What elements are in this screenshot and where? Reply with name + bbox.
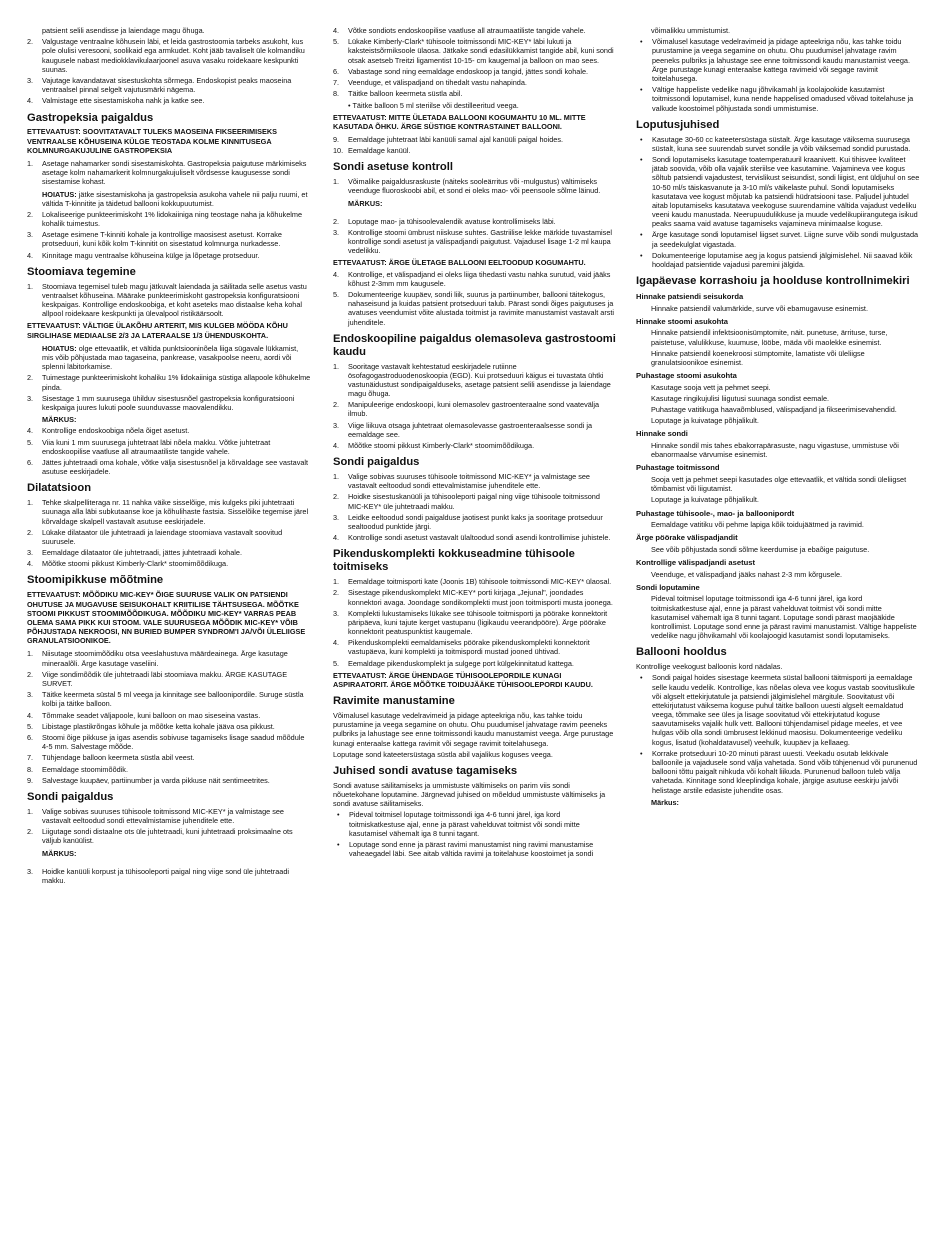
list-item: 10. Eemaldage kanüül. [333, 146, 411, 156]
stoma-list-3 [27, 426, 311, 476]
verify-list-2 [333, 217, 617, 256]
caution-text: ETTEVAATUST: SOOVITATAVALT TULEKS MAOSEINA FIKSEERIMISEKS VENTRAALSE KÕHUSEINA KÜLGE TEOSTADA KOLME KINNITUSEGA KOLMNURGAKUJULINE GASTROPEKSIA [27, 127, 277, 155]
note-label: MÄRKUS: [42, 848, 77, 858]
caution-text: ETTEVAATUST: ÄRGE ÜHENDAGE TÜHISOOLEPORDILE KUNAGI ASPIRAATORIT. ÄRGE MÕÕTKE TOIDUJÄÄKE TÜHISOOLEPORDI KAUDU. [333, 670, 593, 689]
verify-list [333, 177, 617, 195]
list-item: 3. Asetage esimene T-kinniti kohale ja kontrollige maosisest asetust. Korrake protseduuri, kuni kõik kolm T-kinnitit on sisestatud kolmnurga nurkadesse. [27, 230, 282, 249]
list-item: 4. Võtke sondiots endoskoopilise vaatluse all atraumaatiliste tangide vahele. [333, 26, 586, 35]
list-item: 3. Täitke keermeta süstal 5 ml veega ja kinnitage see balloonipordile. Suruge süstla kolbi ja täitke balloon. [27, 690, 304, 709]
list-item: 4. Kontrollige endoskoobiga nõela õiget asetust. [27, 426, 190, 436]
section-heading-balloon-care: Ballooni hooldus [636, 646, 727, 659]
checklist-line: Kasutage sooja vett ja pehmet seepi. [651, 382, 771, 392]
list-item: • Võimalusel kasutage vedelravimeid ja pidage apteekriga nõu, kas tahke toidu purustamine ja veega segamine on ohutu. Ohu puudumisel jahvatage ravim peeneks pulbriks ja lahustage see enne toitmissondi kaudu manustamist veega. Ärge purustage kunagi enteraalse kattega ravimeid või segage ravimit toitelahusega. [640, 37, 910, 83]
checklist-line: Veenduge, et välispadjand jääks nahast 2-3 mm kõrgusele. [651, 569, 843, 579]
checklist-line: Puhastage vatitikuga haavaõmblused, välispadjand ja fikseerimisevahendid. [651, 405, 897, 415]
list-item: 3. Kontrollige stoomi ümbrust niiskuse suhtes. Gastriilise lekke märkide tuvastamisel kontrollige sondi asetust ja välispadjandi paigutust. Vajadusel lisage 1-2 ml kaupa vedelikku. [333, 227, 613, 256]
placement2-list [333, 472, 617, 542]
list-item: • Sondi paigal hoides sisestage keermeta süstal ballooni täitmisporti ja eemaldage selle kaudu vedelik. Kontrollige, kas nõelas oleva vee kogus vastab soovituslikule või algselt ettekirjutatule ja patsiendi jälgimislehel märgitule. Soovitatust või ettekirjutatust väiksema koguse puhul täitke balloon uuesti algselt eemaldatud veega, tõmmake see üles ja lisage soovitatud või ettekirjutatud koguse saavutamiseks vajalik hulk vett. Ballooni tühjendamisel pidage meeles, et vee hulgas võib olla sondi ümbrusest lekkinud maosisu. Dokumenteerige vedeliku kogus, lisatud (kohaldatavusel) veehulk, kuupäev ja kellaaeg. [640, 673, 915, 747]
checklist-heading: Sondi loputamine [636, 582, 700, 592]
list-item: • Loputage sond enne ja pärast ravimi manustamist ning ravimi manustamise vaheaegadel läbi. See aitab vältida ravimi ja toitelahuse koostoimet ja sondi [337, 840, 594, 859]
list-item: • Korrake protseduuri 10-20 minuti pärast uuesti. Veekadu osutab lekkivale balloonile ja vajadusele sond välja vahetada. Sond võib tühjenenud või purunenud ballooni tõttu paigalt nihkuda või kohalt liikuda. Purunenud balloon tuleb välja vahetada. Kinnitage sond kleeplindiga kohale, järgige asutuse eeskirju ja/või helistage arstile edasiste juhendite osas. [640, 748, 918, 795]
caution-text: ETTEVAATUST: ÄRGE ÜLETAGE BALLOONI EELTOODUD KOGUMAHTU. [333, 258, 586, 268]
checklist-heading: Ärge pöörake välispadjandit [636, 533, 738, 543]
list-item: 8. Eemaldage stoomimõõdik. [27, 764, 128, 774]
patency-list-continued [636, 37, 920, 113]
section-heading-daily-care: Igapäevase korrashoiu ja hoolduse kontrollnimekiri [636, 275, 910, 288]
section-heading-existing-stoma: Endoskoopiline paigaldus olemasoleva gastrostoomi kaudu [333, 332, 616, 358]
column-3 [636, 26, 920, 809]
checklist-group [636, 292, 920, 313]
checklist-line: Hinnake patsiendil valumärkide, surve või ebamugavuse esinemist. [651, 303, 868, 313]
list-item: 1. Valige sobivas suuruses tühisoole toitmissond MIC-KEY* ja valmistage see vastavalt eeltoodud sondi ettevalmistamise juhenditele ette. [333, 472, 590, 491]
section-heading-medication: Ravimite manustamine [333, 695, 455, 708]
checklist-heading: Hinnake stoomi asukohta [636, 316, 728, 326]
list-item: 1. Asetage nahamarker sondi sisestamiskohta. Gastropeksia paigutuse märkimiseks asetage kolm nahamarkerit kolmnurgakujuliselt võrdsesse kaugusesse sondi sisestamise kohast. [27, 158, 307, 187]
list-item: 2. Sisestage pikenduskomplekt MIC-KEY* porti kirjaga „Jejunal", joondades konnektori avaga. Joondage sondikomplekti must joon toitmisporti musta joonega. [333, 588, 613, 607]
list-item: 4. Kontrollige, et välispadjand ei oleks liiga tihedasti vastu nahka surutud, vaid jääks kõhust 2-3mm mm kaugusele. [333, 269, 611, 288]
checklist-line: Kasutage ringikujulisi liigutusi suunaga sondist eemale. [651, 393, 830, 403]
list-item: 2. Tuimestage punkteerimiskoht kohaliku 1% lidokaiiniga süstiga allapoole kõhukelme pinda. [27, 373, 311, 392]
list-item: 2. Liigutage sondi distaalne ots üle juhtetraadi, kuni juhtetraadi proksimaalne ots väljub kanüülist. [27, 827, 293, 846]
checklist-group [636, 583, 920, 641]
section-heading-verify: Sondi asetuse kontroll [333, 161, 453, 174]
paragraph: Võimalusel kasutage vedelravimeid ja pidage apteekriga nõu, kas tahke toidu purustamine ja veega segamine on ohutu. Ohu puudumisel jahvatage ravim peeneks pulbriks ja lahustage see enne toitmissondi kaudu manustamist veega. Ärge purustage kunagi enteraalse kattega ravimit või segage ravimit toitelahusega. [333, 711, 614, 748]
measure-list [27, 649, 311, 784]
checklist-line: Hinnake patsiendil koenekroosi sümptomite, lamatiste või üleliigse granulatsioonikoe esinemist. [651, 348, 865, 367]
list-item: 7. Tühjendage balloon keermeta süstla abil veest. [27, 753, 195, 763]
section-heading-gastropexy: Gastropeksia paigaldus [27, 111, 154, 124]
checklist-line: Loputage ja kuivatage põhjalikult. [651, 416, 759, 426]
list-item: 3. Eemaldage dilataator üle juhtetraadi, jättes juhtetraadi kohale. [27, 548, 242, 558]
checklist-group [636, 429, 920, 459]
list-item: 7. Veenduge, et välispadjand on tihedalt vastu nahapinda. [333, 77, 527, 87]
list-item: 9. Salvestage kuupäev, partiinumber ja varda pikkuse näit sentimeetrites. [27, 775, 270, 785]
column-2 [333, 26, 617, 861]
checklist-group [636, 317, 920, 367]
paragraph: Kontrollige veekogust balloonis kord nädalas. [636, 662, 783, 672]
list-item: 5. Dokumenteerige kuupäev, sondi liik, suurus ja partiinumber, ballooni täitekogus, nahaseisund ja kuidas patsient protseduuri talub. Pärast sondi õiges paigutuses ja avatuses veendumist võite alustada toitmist ja ravimite manustamist vastavalt arsti juhenditele. [333, 290, 615, 327]
list-item: 1. Võimalike paigaldusraskuste (näiteks sooleärritus või -mulgustus) vältimiseks veenduge fluoroskoobi abil, et sond ei oleks mao- või peensoole sõlme läinud. [333, 177, 601, 196]
list-item: 4. Kinnitage magu ventraalse kõhuseina külge ja lõpetage protseduur. [27, 250, 260, 260]
note-label: MÄRKUS: [348, 198, 383, 208]
checklist-group [636, 371, 920, 425]
patency-list [333, 810, 617, 858]
list-item: 2. Loputage mao- ja tühisoolevalendik avatuse kontrollimiseks läbi. [333, 216, 556, 226]
list-item: 2. Lokaliseerige punkteerimiskoht 1% lidokaiiniga ning teostage naha ja kõhukelme kohalik tuimestus. [27, 209, 303, 229]
list-item: • Vältige happeliste vedelike nagu jõhvikamahl ja koolajookide kasutamist toitmissondi loputamisel, kuna nende happelised omadused võivad toitelahuse ja valkude koostoimel põhjustada sondi ummistumise. [640, 85, 914, 113]
list-item: 1. Stoomiava tegemisel tuleb magu jätkuvalt laiendada ja säilitada selle asetus vastu ventraalset kõhuseina. Määrake punkteerimiskoht gastropeksia konfiguratsiooni keskpaigas. Kontrollige endoskoobiga, et koht aseteks mao distaalse keha kohal allpool roidekaare keskpunkti ja ülevalpool ristikäärsoolt. [27, 281, 307, 319]
verify-list-3 [333, 270, 617, 327]
list-item: • Ärge kasutage sondi loputamisel liigset survet. Liigne surve võib sondi mulgustada ja seedekulglat vigastada. [640, 230, 919, 249]
section-heading-placement-2: Sondi paigaldus [333, 456, 420, 469]
note-paragraph: HOIATUS: olge ettevaatlik, et vältida punktsiooninõela liiga sügavale lükkamist, mis võib põhjustada mao tagaseina, pankrease, vasakpoolse neeru, aordi või splenni läbitorkamise. [42, 343, 299, 372]
note-label: Märkus: [651, 797, 679, 807]
section-heading-measure: Stoomipikkuse mõõtmine [27, 574, 164, 587]
list-item: 4. Tõmmake seadet väljapoole, kuni balloon on mao siseseina vastas. [27, 710, 261, 720]
list-item: 3. Hoidke kanüüli korpust ja tühisooleporti paigal ning viige sond üle juhtetraadi makku. [27, 866, 290, 885]
list-item: 4. Kontrollige sondi asetust vastavalt ülaltoodud sondi asendi kontrollimise juhistele. [333, 533, 611, 543]
list-item: 4. Valmistage ette sisestamiskoha nahk ja katke see. [27, 96, 205, 106]
list-item: 1. Sooritage vastavalt kehtestatud eeskirjadele rutiinne ösofagogastroduodenoskoopia (EGD). Kui protseduuri käigus ei tuvastata ühtki vastunäidustust sondipaigalduseks, asetage patsient selili asendisse ja laiendage magu õhuga. [333, 361, 611, 399]
checklist-line: Hinnake patsiendil infektsioonisümptomite, näit. punetuse, ärrituse, turse, paistetuse, valulikkuse, kuumuse, lööbe, mäda või maolekke esinemist. [651, 328, 888, 347]
list-item: 5. Lükake Kimberly-Clark* tühisoole toitmissondi MIC-KEY* läbi lukuti ja kaksteistsõrmiksoole ülaosa. Jätkake sondi edasilükkamist tangide abil, kuni sondi otsak asetseb Treitzi ligamentist 10-15- cm kaugemal ja balloon on mao sees. [333, 37, 614, 65]
checklist-line: See võib põhjustada sondi sõlme keerdumise ja ebaõige paigutuse. [651, 544, 870, 554]
section-heading-extension: Pikenduskomplekti kokkuseadmine tühisoole toitmiseks [333, 548, 575, 574]
section-heading-placement: Sondi paigaldus [27, 790, 114, 803]
list-item: 8. Täitke balloon keermeta süstla abil. [333, 89, 463, 99]
list-item: 1. Valige sobivas suuruses tühisoole toitmissond MIC-KEY* ja valmistage see vastavalt eeltoodud sondi ettevalmistamise juhenditele ette. [27, 806, 284, 825]
extension-list [333, 577, 617, 668]
checklist-line: Hinnake sondil mis tahes ebakorrapärasuste, nagu vigastuse, ummistuse või ebanormaalse värvumise esinemist. [651, 441, 899, 460]
list-item: • Dokumenteerige loputamise aeg ja kogus patsiendi jälgimislehel. Nii saavad kõik hooldajad patsientide vajadusi paremini jälgida. [640, 250, 913, 269]
list-item: 2. Manipuleerige endoskoopi, kuni olemasolev gastroenteraalne sond vaatevälja ilmub. [333, 400, 600, 419]
note-paragraph: HOIATUS: jätke sisestamiskoha ja gastropeksia asukoha vahele nii palju ruumi, et vältida T-kinnitite ja täidetud ballooni kokkupuutumist. [42, 189, 308, 208]
paragraph: Sondi avatuse säilitamiseks ja ummistuste vältimiseks on parim viis sondi nõuetekohane loputamine. Järgnevad juhised on mõeldud ummistuste vältimiseks ja sondi avatuse säilitamiseks. [333, 780, 606, 809]
list-item: 6. Vabastage sond ning eemaldage endoskoop ja tangid, jättes sondi kohale. [333, 66, 589, 76]
list-item: 5. Libistage plastikrõngas kõhule ja mõõtke ketta kohale jääva osa pikkust. [27, 721, 275, 731]
list-item: 6. Stoomi õige pikkuse ja igas asendis sobivuse tagamiseks lisage saadud mõõdule 4-5 mm. Salvestage mõõde. [27, 732, 305, 752]
section-heading-dilation: Dilatatsioon [27, 482, 92, 495]
list-item: 3. Komplekti lukustamiseks lükake see tühisoole toitmisporti ja pöörake konnektorit päripäeva, kuni tajute kerget vastupanu (ligikaudu veerandpööre). Ärge pöörake konnektorit peatuspunktist kaugemale. [333, 608, 608, 637]
list-item: 4. Pikenduskomplekti eemaldamiseks pöörake pikenduskomplekti konnektorit vastupäeva, kuni komplekti ja toitmispordi mustad jooned ühtivad. [333, 638, 590, 657]
checklist-heading: Puhastage tühisoole-, mao- ja balloonipordt [636, 508, 795, 518]
list-item: 1. Tehke skalpelliteraga nr. 11 nahka väike sisselõige, mis kulgeks piki juhtetraati suunaga alla läbi subkutaanse koe ja kõhulihaste fastsia. Sisselõike tegemise järel kõrvaldage skalpell vastavalt asutuse eeskirjadele. [27, 498, 309, 526]
caution-text: ETTEVAATUST: VÄLTIGE ÜLAKÕHU ARTERIT, MIS KULGEB MÖÖDA KÕHU SIRGLIHASE MEDIAALSE 2/3 JA LATERAALSE 1/3 ÜHENDUSKOHTA. [27, 321, 288, 340]
list-item: 2. Viige sondimõõdik üle juhtetraadi läbi stoomiava makku. ÄRGE KASUTAGE SURVET. [27, 669, 288, 688]
caution-text: ETTEVAATUST: MITTE ÜLETADA BALLOONI KOGUMAHTU 10 ML. MITTE KASUTADA ÕHKU. ÄRGE SÜSTIGE KONTRASTAINET BALLOONI. [333, 112, 586, 131]
checklist-heading: Puhastage stoomi asukohta [636, 371, 737, 381]
list-item: 9. Eemaldage juhtetraat läbi kanüüli samal ajal kanüüli paigal hoides. [333, 134, 563, 144]
list-item: 3. Leidke eeltoodud sondi paigalduse jaotisest punkt kaks ja sooritage protseduur sealtoodud punktide järgi. [333, 512, 603, 531]
gastropexy-list [27, 159, 311, 187]
checklist-heading: Hinnake patsiendi seisukorda [636, 292, 744, 302]
checklist-line: Loputage ja kuivatage põhjalikult. [651, 495, 759, 505]
note-label: MÄRKUS: [42, 415, 77, 425]
checklist-heading: Puhastage toitmissond [636, 463, 720, 473]
checklist-line: Pideval toitmisel loputage toitmissondi iga 4-6 tunni järel, iga kord toitmiskatkestuse ajal, enne ja pärast vahelduvat toitmist või sondi mitte kasutamisel vähemalt iga 8 tunni tagant. Loputage sondi pärast maojääkide kontrollimist. Loputage sond enne ja pärast ravimi manustamist. Vältige happeliste vedelike nagu jõhvikamahl või koolajoogid kasutamist sondi loputamiseks. [651, 594, 917, 641]
list-item: 2. Valgustage ventraalne kõhusein läbi, et leida gastrostoomia tarbeks asukoht, kus pole olulisi veresooni, soolikaid ega armkudet. Koht jääb tavaliselt üle kolmandiku kaugusele nabast mediokklavikulaarjoonel asuva vasaku roidekaare keskpunkti suunas. [27, 37, 305, 74]
list-item: 4. Mõõtke stoomi pikkust Kimberly-Clark* stoomimõõdikuga. [27, 559, 229, 569]
paragraph: võimalikku ummistumist. [651, 26, 731, 35]
intro-list [27, 37, 311, 105]
column-1 [27, 26, 311, 888]
section-heading-stoma: Stoomiava tegemine [27, 265, 136, 278]
list-item: 2. Hoidke sisestuskanüüli ja tühisooleporti paigal ning viige tühisoole toitmissond MIC-KEY* üle juhtetraadi makku. [333, 492, 600, 511]
list-item: • Pideval toitmisel loputage toitmissondi iga 4-6 tunni järel, iga kord toitmiskatkestuse ajal, enne ja pärast vahelduvat toitmist või sondi mitte kasutamisel vähemalt iga 8 tunni tagant. [337, 810, 580, 838]
paragraph: patsient selili asendisse ja laiendage magu õhuga. [42, 26, 205, 35]
section-heading-patency: Juhised sondi avatuse tagamiseks [333, 765, 518, 777]
checklist-line: Eemaldage vatitiku või pehme lapiga kõik toidujäätmed ja ravimid. [651, 520, 864, 530]
checklist-line: Sooja vett ja pehmet seepi kasutades olge ettevaatlik, et vältida sondi üleliigset tõmbamist või liigutamist. [651, 474, 907, 494]
checklist-group [636, 558, 920, 579]
checklist-heading: Kontrollige välispadjandi asetust [636, 558, 755, 567]
stoma-list-2 [27, 373, 311, 412]
placement-list-2 [27, 867, 311, 885]
placement-end-list [333, 135, 617, 155]
flushing-list [636, 135, 920, 270]
placement-list [27, 807, 311, 846]
list-item: • Kasutage 30-60 cc kateetersüstaga süstalt. Ärge kasutage väiksema suurusega süstalt, kuna see suurendab survet sondile ja võib väiksemad sondid purustada. [640, 134, 911, 153]
section-heading-flushing: Loputusjuhised [636, 118, 720, 131]
checklist-group [636, 509, 920, 530]
balloon-list [636, 673, 920, 794]
list-item: 6. Jättes juhtetraadi oma kohale, võtke välja sisestusnõel ja kõrvaldage see vastavalt asutuse eeskirjadele. [27, 457, 309, 477]
stoma-list [27, 282, 311, 319]
list-item: 3. Vajutage kavandatavat sisestuskohta sõrmega. Endoskopist peaks maoseina ventraalsel pinnal selgelt vajutusmärki nägema. [27, 75, 292, 95]
list-item: 5. Eemaldage pikenduskomplekt ja sulgege port külgekinnitatud kattega. [333, 658, 574, 668]
list-item: 1. Niisutage stoomimõõdiku otsa veeslahustuva määrdeainega. Ärge kasutage mineraalõli. Ärge kasutage vaseliini. [27, 649, 288, 668]
checklist-group [636, 533, 920, 554]
gastropexy-list-2 [27, 210, 311, 260]
list-item: • Sondi loputamiseks kasutage toatemperatuuril kraanivett. Kui tihisvee kvaliteet jätab soovida, võib olla vajalik steriilse vee kasutamine. Vajamineva vee kogus sõltub patsiendi vajadustest, tervislikust seisundist, sondi liigist, ent üldjuhul on see 10-50 ml/s täiskasvanute ja 3-10 ml/s väikelaste puhul. Sondi loputamiseks kasutatava vee kogust mõjutab ka patsiendi hüdratsiooni tase. Paljudel juhtudel aitab loputamiseks kasutatava veekoguse suurendamine vältida vajadust vedeliku veeni kaudu manustada. Neerupuudulikkuse ja muude vedelikupiirangutega isikud peaks saama vaid avatuse tagamiseks vajamineva minimaalse koguse. [640, 154, 920, 229]
checklist-heading: Hinnake sondi [636, 429, 688, 439]
caution-text: ETTEVAATUST: MÕÕDIKU MIC-KEY* ÕIGE SUURUSE VALIK ON PATSIENDI OHUTUSE JA MUGAVUSE SEISUKOHALT KRIITILISE TÄHTSUSEGA. MÕÕTKE STOOMI PIKKUST STOOMIMÕÕDIKUGA. MÕÕDIKU MIC-KEY* VARRAS PEAB OLEMA SAMA PIKK KUI STOOM. VALE SUURUSEGA MÕÕDIK MIC-KEY* VÕIB PÕHJUSTADA NEKROOSI, NN BURIED BUMPER SYNDROM'I JA/VÕI ÜLELIIGSE GRANULATSIOONIKOE. [27, 590, 306, 646]
checklist-group [636, 463, 920, 504]
list-item: 5. Viia kuni 1 mm suurusega juhtetraat läbi nõela makku. Võtke juhtetraat endoskoopilise vaatluse all atraumaatiliste tangide vahele. [27, 437, 271, 456]
list-item: 3. Viige liikuva otsaga juhtetraat olemasolevasse gastroenteraalsesse sondi ja eemaldage see. [333, 420, 593, 439]
existing-list [333, 362, 617, 451]
dilation-list [27, 498, 311, 568]
paragraph: Loputage sond kateetersüstaga süstla abil vajalikus koguses veega. [333, 749, 553, 759]
list-item: 4. Mõõtke stoomi pikkust Kimberly-Clark* stoomimõõdikuga. [333, 441, 535, 450]
list-item: 2. Lükake dilataator üle juhtetraadi ja laiendage stoomiava vastavalt soovitud suurusele. [27, 527, 283, 546]
sub-item: • Täitke balloon 5 ml steriilse või destilleeritud veega. [348, 101, 519, 111]
list-item: 1. Eemaldage toitmisporti kate (Joonis 1B) tühisoole toitmissondi MIC-KEY* ülaosal. [333, 577, 612, 587]
list-item: 3. Sisestage 1 mm suurusega ühilduv sisestusnõel gastropeksia konfiguratsiooni keskpaiga juures lukuti poole suunduvasse maovalendikku. [27, 393, 295, 412]
placement-continued-list [333, 26, 617, 98]
